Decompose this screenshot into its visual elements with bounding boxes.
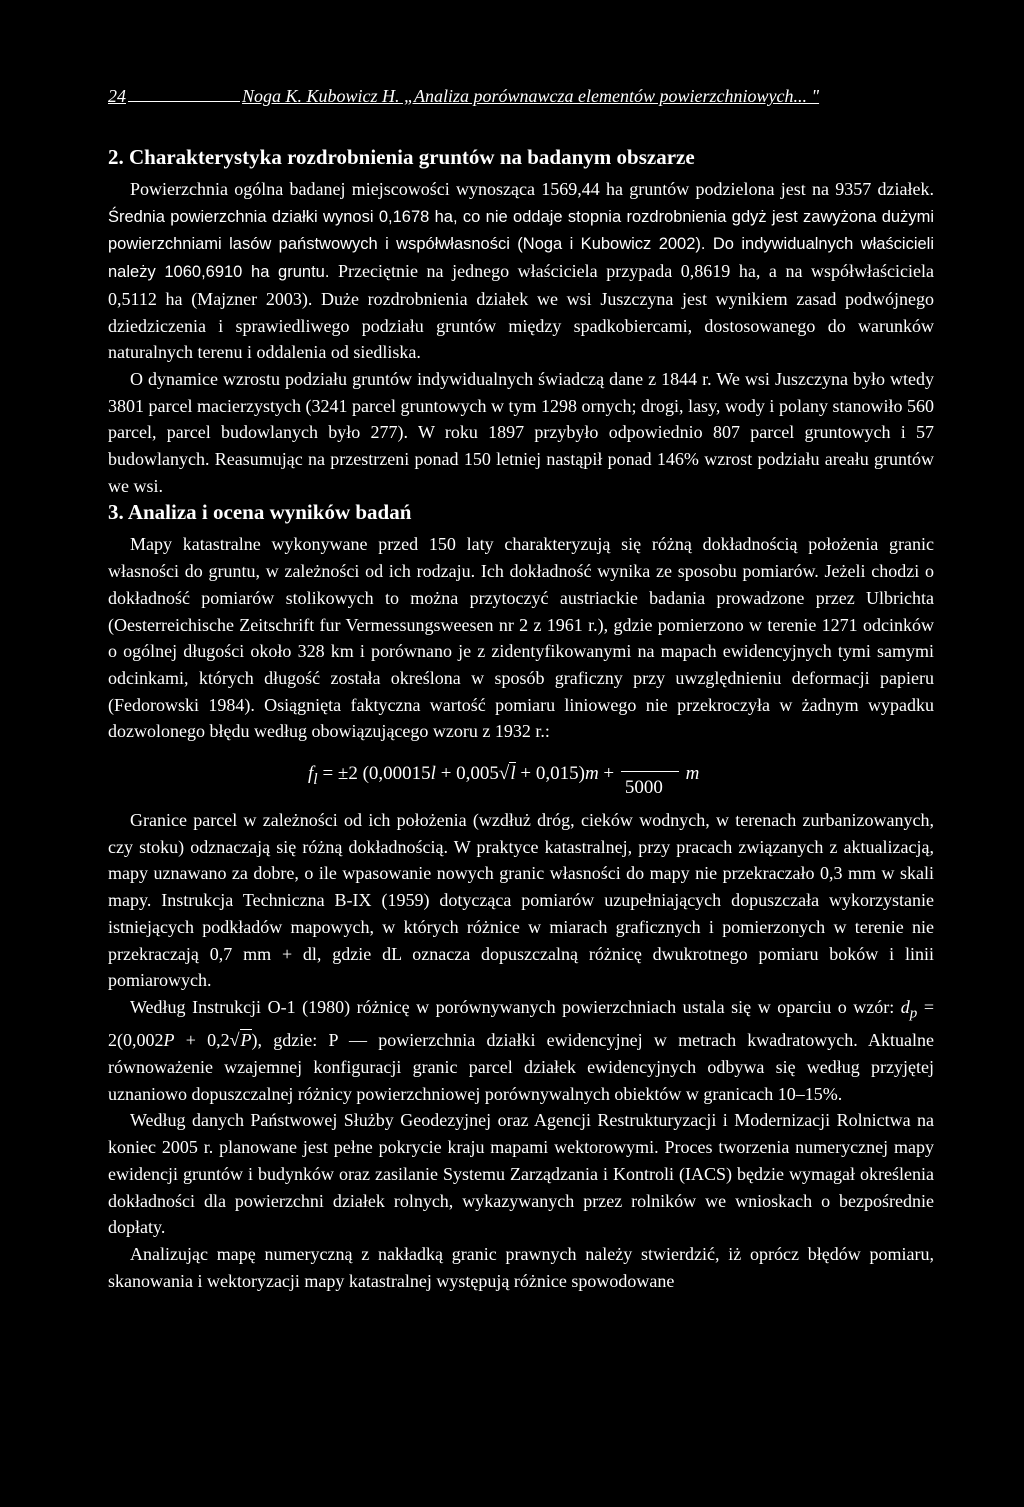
formula-symbol: m bbox=[685, 763, 700, 785]
paragraph-text: Powierzchnia ogólna badanej miejscowości wynosząca 1569,44 ha gruntów podzielona jest na 9357 działek. bbox=[130, 179, 934, 199]
formula-symbol: P bbox=[240, 1030, 252, 1051]
fraction-bar bbox=[621, 771, 679, 772]
section-3-paragraph-2: Granice parcel w zależności od ich położenia (wzdłuż dróg, cieków wodnych, w terenach zurbanizowanych, czy stoku) odznaczają się różną dokładnością. W praktyce katastralnej, przy pracach związanych z aktualizacją, mapy uznawano za dobre, o ile wpasowanie nowych granic własności do mapy nie przekraczało 0,3 mm w skali mapy. Instrukcja Techniczna B-IX (1959) dotycząca pomiarów uzupełniających dopuszczała wykorzystanie istniejących podkładów mapowych, w których różnice w miarach graficznych i pomierzonych w terenie nie przekraczają 0,7 mm + dl, gdzie dL oznacza dopuszczalną różnicę dwukrotnego pomiaru boków i linii pomiarowych. bbox=[108, 810, 934, 991]
section-3-paragraph-1: Mapy katastralne wykonywane przed 150 laty charakteryzują się różną dokładnością położenia granic własności do gruntu, w zależności od ich rodzaju. Ich dokładność wynika ze sposobu pomiarów. Jeżeli chodzi o dokładność pomiarów stolikowych to można przytoczyć austriackie badania prowadzone przez Ulbrichta (Oesterreichische Zeitschrift fur Vermessungsweesen nr 2 z 1961 r.), gdzie pomierzono w terenie 1271 odcinków o ogólnej długości około 328 km i porównano je z zidentyfikowanymi na mapach ewidencyjnych tymi samymi odcinkami, których długość została określona w sposób graficzny przy uwzględnieniu deformacji papieru (Fedorowski 1984). Osiągnięta faktyczna wartość pomiaru liniowego nie przekroczyła w żadnym wypadku dozwolonego błędu według obowiązującego wzoru z 1932 r.: bbox=[108, 534, 934, 742]
section-2-heading: 2. Charakterystyka rozdrobnienia gruntów na badanym obszarze bbox=[108, 145, 695, 169]
section-2-paragraph-2: O dynamice wzrostu podziału gruntów indywidualnych świadczą dane z 1844 r. We wsi Juszczyna było wtedy 3801 parcel macierzystych (3241 parcel gruntowych w tym 1298 ornych; drogi, lasy, wody i polany stanowiło 560 parcel, parcel budowlanych było 277). W roku 1897 przybyło odpowiednio 807 parcel gruntowych i 57 budowlanych. Reasumując na przestrzeni ponad 150 letniej nastąpił ponad 146% wzrost podziału areału gruntów we wsi. bbox=[108, 368, 934, 496]
paragraph-text: Według Instrukcji O-1 (1980) różnicę w porównywanych powierzchniach ustala się w oparciu o wzór: bbox=[130, 996, 901, 1017]
section-2-paragraph-1 bbox=[108, 176, 934, 366]
formula-fraction bbox=[619, 759, 681, 799]
formula-text: + bbox=[598, 763, 619, 785]
header-rule bbox=[128, 101, 240, 102]
formula-expression bbox=[308, 759, 700, 799]
page bbox=[108, 84, 934, 1294]
paragraph-text: Przeciętnie na jednego właściciela przypada 0,8619 ha, a na współwłaściciela 0,5112 ha (Majzner 2003). Duże rozdrobnienia działek we wsi Juszczyna jest wynikiem zasad podwójnego dziedziczenia i sprawiedliwego podziału gruntów między spadkobiercami, dostosowanego do warunków naturalnych terenu i oddalenia od siedliska. bbox=[108, 261, 935, 363]
formula-text: + 0,2 bbox=[174, 1030, 230, 1051]
formula-symbol: p bbox=[909, 1005, 918, 1022]
running-header bbox=[108, 84, 934, 108]
formula-symbol: f bbox=[308, 763, 314, 785]
formula-symbol: d bbox=[900, 996, 910, 1017]
formula-symbol: l bbox=[510, 763, 516, 785]
fraction-denominator: 5000 bbox=[624, 777, 663, 799]
section-3-paragraph-4: Według danych Państwowej Służby Geodezyjnej oraz Agencji Restrukturyzacji i Modernizacji Rolnictwa na koniec 2005 r. planowane jest pełne pokrycie kraju mapami wektorowymi. Proces tworzenia numerycznej mapy ewidencji gruntów i budynków oraz zasilanie Systemu Zarządzania i Kontroli (IACS) będzie wymagał określenia dokładności dla powierzchni działek rolnych, wykazywanych przez rolników we wnioskach o bezpośrednie dopłaty. bbox=[108, 1110, 934, 1238]
formula-symbol: l bbox=[430, 763, 436, 785]
paragraph-text: Średnia powierzchnia działki wynosi 0,1678 ha, co nie oddaje stopnia rozdrobnienia gdyż jest zawyżona dużymi powierzchniami lasów państwowych i współwłasności (Noga i Kubowicz 2002). Do indywidualnych właścicieli należy 1060,6910 ha gruntu. bbox=[108, 207, 934, 282]
formula-text: + 0,015) bbox=[515, 763, 585, 785]
section-3-paragraph-3 bbox=[108, 994, 934, 1107]
paragraph-text: gdzie: P — powierzchnia działki ewidencyjnej w metrach kwadratowych. Aktualne równoważenie wzajemnej konfiguracji granic parcel działek ewidencyjnych odbywa się według przyjętej uznaniowo dopuszczalnej różnicy powierzchniowej porównywalnych obiektów w granicach 10–15%. bbox=[108, 1030, 934, 1104]
formula-symbol: P bbox=[163, 1030, 175, 1051]
formula-symbol: m bbox=[584, 763, 599, 785]
section-3-heading: 3. Analiza i ocena wyników badań bbox=[108, 500, 412, 525]
formula-text: = ±2 (0,00015 bbox=[317, 763, 431, 785]
header-reference: Noga K. Kubowicz H. „Analiza porównawcza elementów powierzchniowych... " bbox=[242, 86, 820, 106]
formula-symbol: l bbox=[313, 770, 318, 788]
sqrt-symbol: √ bbox=[229, 1030, 240, 1051]
page-number: 24 bbox=[108, 86, 126, 106]
formula-text: + 0,005 bbox=[435, 763, 499, 785]
section-3-paragraph-5: Analizując mapę numeryczną z nakładką granic prawnych należy stwierdzić, iż oprócz błędów pomiaru, skanowania i wektoryzacji mapy katastralnej występują różnice spowodowane bbox=[108, 1243, 934, 1291]
formula-linear-error bbox=[108, 749, 934, 805]
sqrt-symbol: √ bbox=[498, 763, 510, 785]
formula-text: ), bbox=[251, 1030, 263, 1051]
formula-text: = 2(0,002 bbox=[108, 996, 934, 1051]
